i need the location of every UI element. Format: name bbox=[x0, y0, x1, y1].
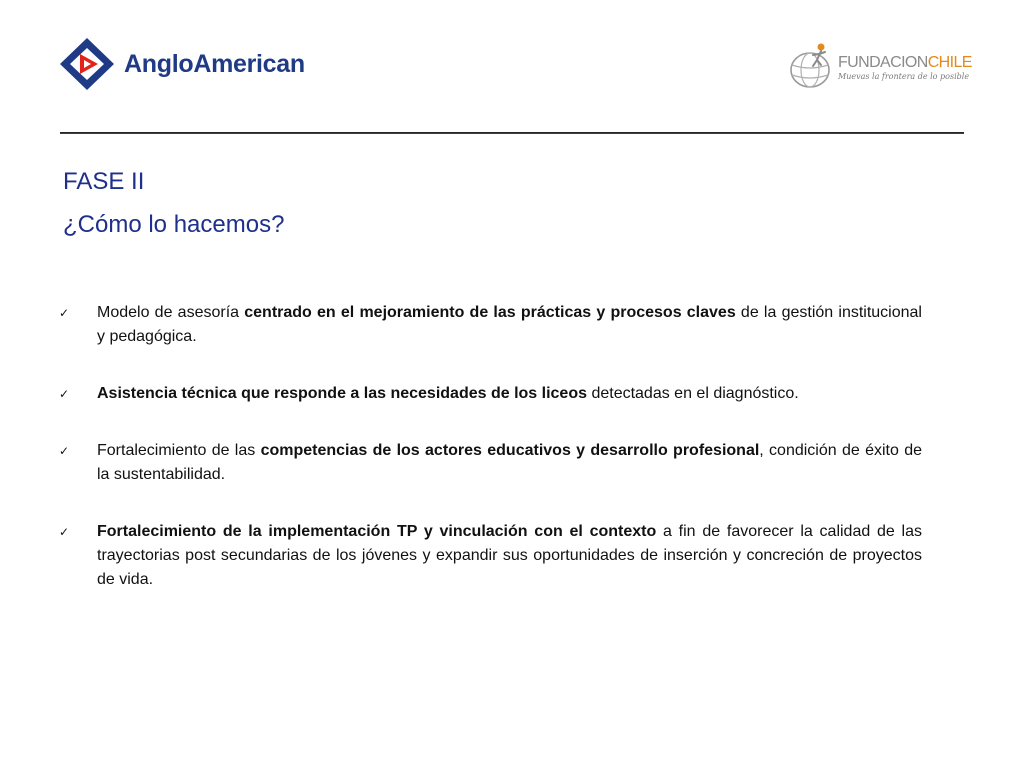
anglo-american-logo bbox=[58, 36, 305, 92]
bullet-text-bold: competencias de los actores educativos y desarrollo profesional bbox=[260, 442, 760, 459]
bullet-text-bold: centrado en el mejoramiento de las prácticas y procesos claves bbox=[244, 304, 736, 321]
checkmark-icon: ✓ bbox=[59, 306, 70, 320]
list-item bbox=[56, 439, 922, 487]
globe-figure-icon bbox=[786, 40, 834, 97]
bullet-text-regular: de la gestión institucional y pedagógica. bbox=[97, 304, 922, 345]
anglo-american-wordmark: AngloAmerican bbox=[124, 49, 305, 78]
fundacion-chile-name bbox=[838, 54, 972, 72]
bullet-list bbox=[56, 301, 922, 625]
checkmark-icon: ✓ bbox=[59, 444, 70, 458]
fundacion-chile-logo bbox=[786, 40, 972, 96]
checkmark-icon: ✓ bbox=[59, 525, 70, 539]
header-divider bbox=[60, 132, 964, 134]
list-item bbox=[56, 382, 922, 406]
anglo-american-emblem-icon bbox=[58, 36, 116, 92]
bullet-text-regular: Fortalecimiento de las bbox=[97, 442, 261, 459]
question-title: ¿Cómo lo hacemos? bbox=[63, 211, 285, 238]
list-item bbox=[56, 301, 922, 349]
checkmark-icon: ✓ bbox=[59, 387, 70, 401]
list-item bbox=[56, 520, 922, 592]
fundacion-chile-name-primary: FUNDACION bbox=[838, 54, 928, 71]
fundacion-chile-tagline: Muevas la frontera de lo posible bbox=[838, 72, 970, 81]
bullet-text-regular: , condición de éxito de la sustentabilidad. bbox=[97, 442, 922, 483]
bullet-text-regular: a fin de favorecer la calidad de las trayectorias post secundarias de los jóvenes y expandir sus oportunidades de inserción y concreción de proyectos de vida. bbox=[97, 523, 923, 588]
bullet-text-bold: Fortalecimiento de la implementación TP y vinculación con el contexto bbox=[97, 523, 657, 540]
bullet-text-bold: Asistencia técnica que responde a las necesidades de los liceos bbox=[97, 385, 587, 402]
phase-title: FASE II bbox=[63, 168, 145, 195]
bullet-text-regular: detectadas en el diagnóstico. bbox=[587, 385, 799, 402]
fundacion-chile-name-accent: CHILE bbox=[927, 54, 972, 71]
bullet-text-regular: Modelo de asesoría bbox=[97, 304, 245, 321]
